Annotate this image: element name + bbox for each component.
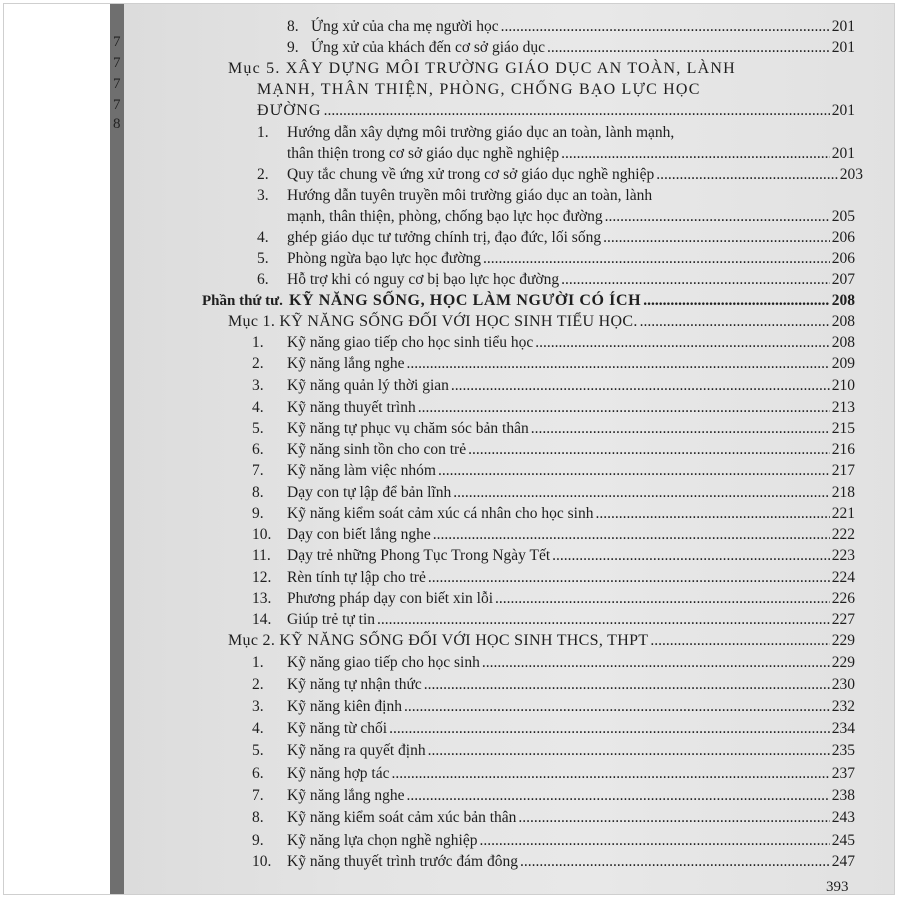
entry-page: 229 <box>831 632 855 649</box>
page-number: 393 <box>826 879 849 895</box>
dot-leader <box>468 441 830 459</box>
entry-title: Kỹ năng lắng nghe <box>287 787 405 804</box>
entry-title: Kỹ năng lắng nghe <box>287 355 405 372</box>
entry-title: Ứng xử của khách đến cơ sở giáo dục <box>311 39 545 56</box>
dot-leader <box>389 720 830 738</box>
toc-entry <box>252 441 855 459</box>
entry-number: 1. <box>257 124 269 141</box>
entry-page: 226 <box>831 590 855 607</box>
entry-title: Kỹ năng quản lý thời gian <box>287 377 449 394</box>
entry-number: 10. <box>252 853 272 870</box>
left-digit: 8 <box>113 116 121 132</box>
toc-entry <box>287 208 855 226</box>
toc-entry <box>287 39 855 57</box>
dot-leader <box>495 590 830 608</box>
entry-page: 230 <box>831 676 855 693</box>
entry-page: 247 <box>831 853 855 870</box>
dot-leader <box>483 250 830 268</box>
dot-leader <box>518 809 829 827</box>
left-digit: 7 <box>113 34 121 50</box>
entry-number: 11. <box>252 547 271 564</box>
dot-leader <box>561 145 830 163</box>
entry-title: Mục 1. KỸ NĂNG SỐNG ĐỐI VỚI HỌC SINH TIỂU HỌC. <box>228 313 638 330</box>
entry-number: 7. <box>252 787 264 804</box>
entry-title: Phòng ngừa bạo lực học đường <box>287 250 481 267</box>
entry-title: KỸ NĂNG SỐNG, HỌC LÀM NGƯỜI CÓ ÍCH <box>288 292 642 309</box>
entry-page: 245 <box>831 832 855 849</box>
toc-entry <box>287 18 855 36</box>
entry-title: Rèn tính tự lập cho trẻ <box>287 569 426 586</box>
left-digit: 7 <box>113 55 121 71</box>
entry-number: 4. <box>252 399 264 416</box>
toc-entry <box>252 611 855 629</box>
entry-number: 5. <box>252 420 264 437</box>
entry-title-line: Hướng dẫn tuyên truyền môi trường giáo dục an toàn, lành <box>287 187 653 204</box>
toc-entry <box>252 526 855 544</box>
dot-leader <box>482 654 830 672</box>
left-digit: 7 <box>113 76 121 92</box>
entry-page: 222 <box>831 526 855 543</box>
entry-title: Kỹ năng thuyết trình trước đám đông <box>287 853 518 870</box>
toc-entry <box>252 420 855 438</box>
dot-leader <box>605 208 830 226</box>
entry-number: 6. <box>252 765 264 782</box>
entry-number: 5. <box>252 742 264 759</box>
toc-entry <box>257 166 863 184</box>
toc-entry <box>257 102 855 120</box>
entry-number: 3. <box>257 187 269 204</box>
entry-page: 243 <box>831 809 855 826</box>
dot-leader <box>547 39 830 57</box>
toc-entry <box>252 505 855 523</box>
toc-entry <box>252 698 855 716</box>
entry-number: 9. <box>287 39 299 56</box>
entry-number: 8. <box>287 18 299 35</box>
entry-page: 223 <box>831 547 855 564</box>
entry-title: Kỹ năng kiểm soát cảm xúc bản thân <box>287 809 517 826</box>
entry-number: 7. <box>252 462 264 479</box>
dot-leader <box>479 832 829 850</box>
dot-leader <box>438 462 830 480</box>
toc-section-entry <box>228 313 855 331</box>
toc-entry <box>252 377 855 395</box>
entry-title: ĐƯỜNG <box>257 102 322 119</box>
entry-page: 216 <box>831 441 855 458</box>
entry-title: Kỹ năng tự nhận thức <box>287 676 422 693</box>
entry-page: 205 <box>831 208 855 225</box>
entry-page: 208 <box>831 334 855 351</box>
entry-number: 6. <box>252 441 264 458</box>
entry-number: 2. <box>257 166 269 183</box>
entry-number: 4. <box>252 720 264 737</box>
entry-number: 1. <box>252 654 264 671</box>
entry-title-line: Hướng dẫn xây dựng môi trường giáo dục an toàn, lành mạnh, <box>287 124 675 141</box>
entry-title: Giúp trẻ tự tin <box>287 611 376 628</box>
entry-number: 2. <box>252 676 264 693</box>
dot-leader <box>643 292 830 310</box>
entry-page: 208 <box>831 313 855 330</box>
left-page-edge <box>110 4 124 894</box>
entry-number: 3. <box>252 377 264 394</box>
entry-title: Mục 2. KỸ NĂNG SỐNG ĐỐI VỚI HỌC SINH THCS, THPT <box>228 632 649 649</box>
dot-leader <box>324 102 830 120</box>
entry-number: 12. <box>252 569 272 586</box>
toc-entry <box>257 229 855 247</box>
dot-leader <box>520 853 830 871</box>
part-label: Phần thứ tư. <box>202 293 283 309</box>
entry-page: 207 <box>831 271 855 288</box>
entry-page: 221 <box>831 505 855 522</box>
entry-page: 208 <box>831 292 855 309</box>
entry-number: 6. <box>257 271 269 288</box>
entry-number: 1. <box>252 334 264 351</box>
entry-number: 10. <box>252 526 272 543</box>
entry-number: 2. <box>252 355 264 372</box>
toc-entry <box>252 654 855 672</box>
entry-title: Kỹ năng giao tiếp cho học sinh <box>287 654 480 671</box>
entry-number: 9. <box>252 832 264 849</box>
dot-leader <box>407 787 830 805</box>
entry-title: Kỹ năng lựa chọn nghề nghiệp <box>287 832 478 849</box>
entry-page: 209 <box>831 355 855 372</box>
toc-section-entry <box>228 632 855 650</box>
dot-leader <box>418 399 830 417</box>
entry-page: 234 <box>831 720 855 737</box>
entry-number: 13. <box>252 590 272 607</box>
dot-leader <box>603 229 830 247</box>
dot-leader <box>552 547 830 565</box>
entry-title: Kỹ năng thuyết trình <box>287 399 416 416</box>
dot-leader <box>451 377 830 395</box>
dot-leader <box>407 355 830 373</box>
entry-number: 4. <box>257 229 269 246</box>
toc-entry <box>252 809 855 827</box>
entry-page: 201 <box>831 18 855 35</box>
dot-leader <box>428 569 830 587</box>
entry-number: 14. <box>252 611 272 628</box>
entry-page: 232 <box>831 698 855 715</box>
entry-page: 215 <box>831 420 855 437</box>
book-page <box>124 4 894 894</box>
entry-title: Phương pháp dạy con biết xin lỗi <box>287 590 494 607</box>
entry-title: Kỹ năng tự phục vụ chăm sóc bản thân <box>287 420 529 437</box>
entry-page: 218 <box>831 484 855 501</box>
entry-page: 201 <box>831 145 855 162</box>
toc-entry <box>252 334 855 352</box>
entry-title: Kỹ năng ra quyết định <box>287 742 426 759</box>
dot-leader <box>561 271 830 289</box>
entry-page: 235 <box>831 742 855 759</box>
entry-number: 5. <box>257 250 269 267</box>
entry-page: 206 <box>831 229 855 246</box>
dot-leader <box>404 698 830 716</box>
entry-page: 217 <box>831 462 855 479</box>
entry-title: Hỗ trợ khi có nguy cơ bị bạo lực học đường <box>287 271 560 288</box>
toc-entry <box>257 271 855 289</box>
entry-page: 224 <box>831 569 855 586</box>
toc-entry <box>252 853 855 871</box>
entry-page: 227 <box>831 611 855 628</box>
entry-title: ghép giáo dục tư tưởng chính trị, đạo đức, lối sống <box>287 229 602 246</box>
left-digit: 7 <box>113 97 121 113</box>
toc-entry <box>252 832 855 850</box>
entry-page: 237 <box>831 765 855 782</box>
dot-leader <box>535 334 830 352</box>
toc-entry <box>252 355 855 373</box>
entry-title: Kỹ năng hợp tác <box>287 765 390 782</box>
toc-entry <box>252 547 855 565</box>
dot-leader <box>424 676 830 694</box>
entry-number: 3. <box>252 698 264 715</box>
entry-number: 9. <box>252 505 264 522</box>
entry-title: Ứng xử của cha mẹ người học <box>311 18 499 35</box>
entry-title: Quy tắc chung về ứng xử trong cơ sở giáo dục nghề nghiệp <box>287 166 655 183</box>
toc-entry <box>252 742 855 760</box>
toc-entry <box>287 145 855 163</box>
dot-leader <box>391 765 829 783</box>
entry-title: Kỹ năng kiểm soát cảm xúc cá nhân cho học sinh <box>287 505 594 522</box>
entry-title: mạnh, thân thiện, phòng, chống bạo lực học đường <box>287 208 603 225</box>
entry-title: Kỹ năng làm việc nhóm <box>287 462 436 479</box>
dot-leader <box>650 632 829 650</box>
entry-title: Kỹ năng kiên định <box>287 698 402 715</box>
entry-page: 203 <box>839 166 863 183</box>
dot-leader <box>595 505 829 523</box>
toc-entry <box>252 720 855 738</box>
toc-entry <box>252 765 855 783</box>
entry-page: 201 <box>831 39 855 56</box>
dot-leader <box>377 611 830 629</box>
entry-title: Dạy trẻ những Phong Tục Trong Ngày Tết <box>287 547 551 564</box>
toc-entry <box>252 676 855 694</box>
dot-leader <box>501 18 830 36</box>
dot-leader <box>428 742 830 760</box>
dot-leader <box>656 166 838 184</box>
entry-title: Kỹ năng giao tiếp cho học sinh tiểu học <box>287 334 534 351</box>
toc-entry <box>252 569 855 587</box>
toc-entry <box>252 590 855 608</box>
toc-entry <box>257 250 855 268</box>
toc-entry <box>252 399 855 417</box>
dot-leader <box>433 526 830 544</box>
entry-page: 206 <box>831 250 855 267</box>
toc-entry <box>252 462 855 480</box>
entry-page: 201 <box>831 102 855 119</box>
entry-title: thân thiện trong cơ sở giáo dục nghề nghiệp <box>287 145 560 162</box>
toc-part-entry <box>202 292 855 310</box>
entry-number: 8. <box>252 484 264 501</box>
dot-leader <box>531 420 830 438</box>
toc-entry <box>252 787 855 805</box>
entry-number: 8. <box>252 809 264 826</box>
dot-leader <box>640 313 830 331</box>
section-heading-line: MẠNH, THÂN THIỆN, PHÒNG, CHỐNG BẠO LỰC HỌC <box>257 81 701 98</box>
entry-page: 229 <box>831 654 855 671</box>
entry-title: Dạy con biết lắng nghe <box>287 526 431 543</box>
entry-page: 238 <box>831 787 855 804</box>
entry-page: 210 <box>831 377 855 394</box>
entry-page: 213 <box>831 399 855 416</box>
dot-leader <box>453 484 830 502</box>
section-heading-line: Mục 5. XÂY DỰNG MÔI TRƯỜNG GIÁO DỤC AN TOÀN, LÀNH <box>228 60 736 77</box>
toc-entry <box>252 484 855 502</box>
entry-title: Kỹ năng từ chối <box>287 720 388 737</box>
entry-title: Dạy con tự lập để bản lĩnh <box>287 484 452 501</box>
entry-title: Kỹ năng sinh tồn cho con trẻ <box>287 441 467 458</box>
